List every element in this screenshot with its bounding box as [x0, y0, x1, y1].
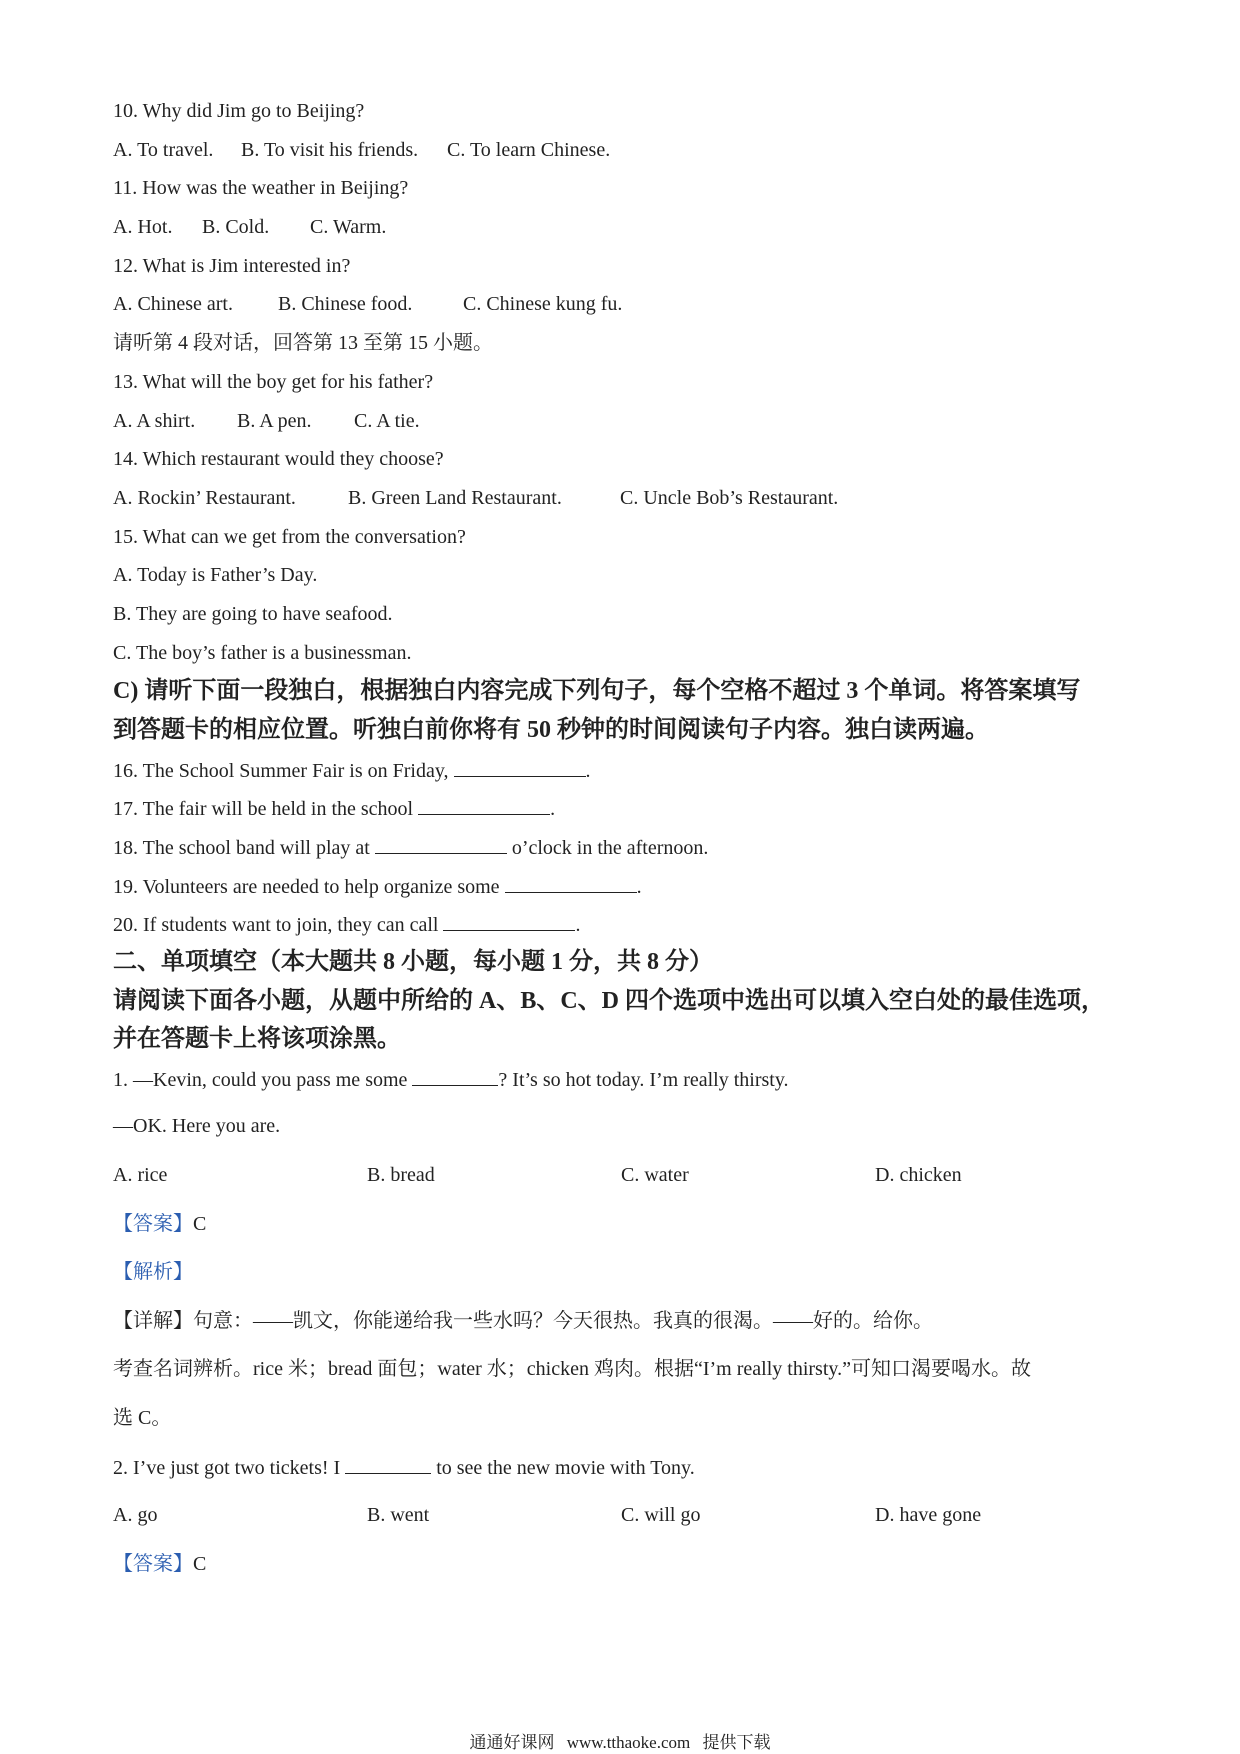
- answer-blank: [418, 794, 550, 815]
- option-c: C. Warm.: [310, 216, 387, 239]
- question-1-tail: ? It’s so hot today. I’m really thirsty.: [498, 1068, 789, 1091]
- question-1-detail-line-1: [113, 1308, 1133, 1357]
- option-c: C. will go: [621, 1504, 701, 1527]
- option-b: B. Cold.: [202, 216, 270, 239]
- answer-blank: [375, 833, 507, 854]
- section-2-question-2: [113, 1453, 1133, 1502]
- dialogue-4-instruction: 请听第 4 段对话，回答第 13 至第 15 小题。: [113, 332, 493, 355]
- option-a: A. go: [113, 1504, 158, 1527]
- question-14-options: [113, 485, 1133, 524]
- section-c-heading-line-2: 到答题卡的相应位置。听独白前你将有 50 秒钟的时间阅读句子内容。独白读两遍。: [113, 716, 989, 743]
- answer-label: 【答案】: [113, 1212, 193, 1235]
- option-a: A. Rockin’ Restaurant.: [113, 486, 296, 509]
- question-10-options: [113, 137, 1133, 176]
- section-c-heading-line-1: C) 请听下面一段独白，根据独白内容完成下列句子，每个空格不超过 3 个单词。将答案填写: [113, 678, 1081, 705]
- question-13: 13. What will the boy get for his father?: [113, 370, 434, 393]
- question-1-options: [113, 1162, 1133, 1211]
- question-18-text: 18. The school band will play at: [113, 836, 375, 859]
- question-12: 12. What is Jim interested in?: [113, 254, 351, 277]
- option-b: B. To visit his friends.: [241, 138, 419, 161]
- question-2-tail: to see the new movie with Tony.: [431, 1457, 695, 1480]
- answer-blank: [345, 1453, 431, 1474]
- answer-blank: [412, 1065, 498, 1086]
- page-footer: [0, 1728, 1240, 1753]
- detail-label: 【详解】: [113, 1309, 193, 1332]
- question-16-tail: .: [585, 759, 591, 782]
- answer-label: 【答案】: [113, 1552, 193, 1575]
- question-1-detail-line-2: 考查名词辨析。rice 米；bread 面包；water 水；chicken 鸡肉。根据“I’m really thirsty.”可知口渴要喝水。故: [113, 1358, 1031, 1381]
- footer-site-name: 通通好课网: [469, 1733, 555, 1752]
- question-2-text: 2. I’ve just got two tickets! I: [113, 1457, 346, 1480]
- exam-page: [113, 98, 1133, 1599]
- question-1-reply: —OK. Here you are.: [113, 1115, 281, 1138]
- option-b: B. Chinese food.: [278, 293, 413, 316]
- question-14: 14. Which restaurant would they choose?: [113, 448, 444, 471]
- question-18-tail: o’clock in the afternoon.: [506, 836, 709, 859]
- option-a: A. Hot.: [113, 216, 173, 239]
- option-b: B. Green Land Restaurant.: [348, 486, 562, 509]
- section-2-question-1: [113, 1065, 1133, 1114]
- answer-value: C: [193, 1552, 207, 1575]
- section-2-instruction-line-1: 请阅读下面各小题，从题中所给的 A、B、C、D 四个选项中选出可以填入空白处的最佳选项，: [113, 987, 1106, 1014]
- answer-blank: [443, 910, 575, 931]
- option-c: C. A tie.: [354, 409, 420, 432]
- option-d: D. chicken: [875, 1163, 962, 1186]
- question-17-tail: .: [550, 798, 556, 821]
- question-1-answer: [113, 1211, 1133, 1260]
- question-15: 15. What can we get from the conversation?: [113, 525, 466, 548]
- question-20-text: 20. If students want to join, they can call: [113, 914, 444, 937]
- footer-url[interactable]: www.tthaoke.com: [566, 1733, 691, 1752]
- question-15-option-b: B. They are going to have seafood.: [113, 602, 393, 625]
- option-a: A. To travel.: [113, 138, 214, 161]
- option-a: A. Chinese art.: [113, 293, 233, 316]
- question-2-options: [113, 1502, 1133, 1551]
- question-19-text: 19. Volunteers are needed to help organize some: [113, 875, 505, 898]
- question-20: [113, 910, 1133, 949]
- question-18: [113, 833, 1133, 872]
- question-11-options: [113, 214, 1133, 253]
- question-17-text: 17. The fair will be held in the school: [113, 798, 419, 821]
- answer-value: C: [193, 1212, 207, 1235]
- option-c: C. To learn Chinese.: [447, 138, 611, 161]
- question-1-text: 1. —Kevin, could you pass me some: [113, 1068, 413, 1091]
- answer-blank: [454, 756, 586, 777]
- option-d: D. have gone: [875, 1504, 982, 1527]
- question-12-options: [113, 291, 1133, 330]
- question-15-option-c: C. The boy’s father is a businessman.: [113, 641, 412, 664]
- answer-blank: [505, 872, 637, 893]
- option-b: B. bread: [367, 1163, 435, 1186]
- section-2-instruction-line-2: 并在答题卡上将该项涂黑。: [113, 1026, 401, 1053]
- option-c: C. Uncle Bob’s Restaurant.: [620, 486, 839, 509]
- question-19-tail: .: [636, 875, 642, 898]
- option-b: B. went: [367, 1504, 430, 1527]
- option-c: C. Chinese kung fu.: [463, 293, 623, 316]
- option-c: C. water: [621, 1163, 689, 1186]
- section-2-title: 二、单项填空（本大题共 8 小题，每小题 1 分，共 8 分）: [113, 948, 713, 975]
- option-a: A. rice: [113, 1163, 168, 1186]
- footer-note: 提供下载: [702, 1733, 771, 1752]
- question-10: 10. Why did Jim go to Beijing?: [113, 100, 365, 122]
- question-16: [113, 756, 1133, 795]
- analysis-label: 【解析】: [113, 1261, 193, 1284]
- question-13-options: [113, 408, 1133, 447]
- question-15-option-a: A. Today is Father’s Day.: [113, 564, 318, 587]
- option-b: B. A pen.: [237, 409, 312, 432]
- question-16-text: 16. The School Summer Fair is on Friday,: [113, 759, 454, 782]
- question-19: [113, 872, 1133, 911]
- option-a: A. A shirt.: [113, 409, 196, 432]
- question-20-tail: .: [575, 914, 581, 937]
- question-2-answer: [113, 1551, 1133, 1600]
- question-17: [113, 794, 1133, 833]
- detail-text: 句意：——凯文，你能递给我一些水吗？今天很热。我真的很渴。——好的。给你。: [193, 1309, 933, 1332]
- question-11: 11. How was the weather in Beijing?: [113, 177, 409, 200]
- question-1-detail-line-3: 选 C。: [113, 1406, 172, 1429]
